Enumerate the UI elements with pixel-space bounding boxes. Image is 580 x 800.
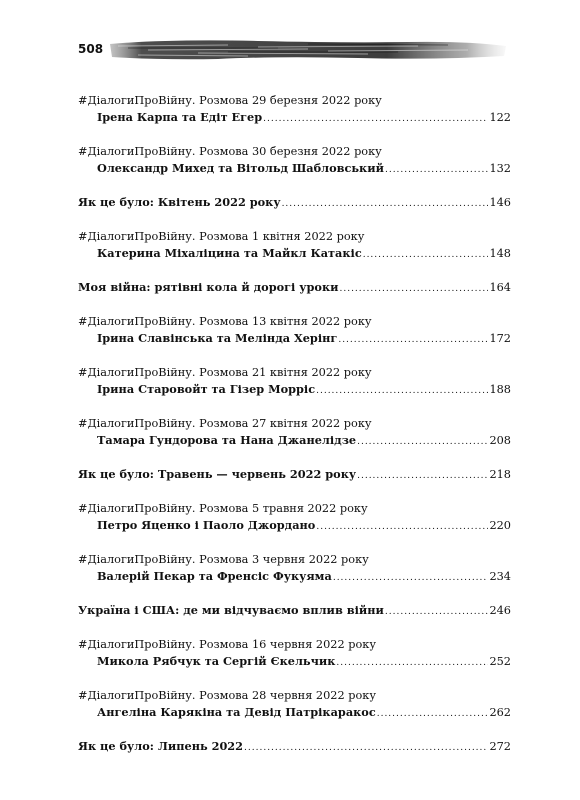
- toc-entry-title: Як це було: Травень — червень 2022 року: [78, 467, 357, 481]
- toc-entry-intro: #ДіалогиПроВійну. Розмова 13 квітня 2022 року: [78, 315, 372, 328]
- toc-entry-intro: #ДіалогиПроВійну. Розмова 1 квітня 2022 року: [78, 230, 365, 243]
- toc-entry-dialog: [78, 636, 511, 672]
- toc-entry-page-number: 188: [489, 383, 511, 396]
- toc-entry-line: [78, 381, 511, 400]
- page-number: 508: [78, 42, 104, 56]
- toc-entry-title: Україна і США: де ми відчуваємо вплив війни: [78, 603, 384, 617]
- toc-entry-intro: #ДіалогиПроВійну. Розмова 27 квітня 2022 року: [78, 417, 372, 430]
- table-of-contents: [78, 92, 511, 772]
- dot-leader: [385, 162, 488, 179]
- toc-entry-intro: #ДіалогиПроВійну. Розмова 30 березня 2022 року: [78, 145, 382, 158]
- toc-entry-line: [78, 245, 511, 264]
- toc-entry-page-number: 220: [489, 519, 511, 532]
- toc-entry-dialog: [78, 551, 511, 587]
- toc-entry-page-number: 208: [489, 434, 511, 447]
- toc-entry-page-number: 122: [489, 111, 511, 124]
- toc-entry-line: [78, 653, 511, 672]
- toc-entry-dialog: [78, 500, 511, 536]
- toc-entry-line: [78, 330, 511, 349]
- toc-entry-dialog: [78, 143, 511, 179]
- toc-entry-title: Як це було: Липень 2022: [78, 739, 244, 753]
- toc-entry-line: [78, 279, 511, 298]
- toc-entry-page-number: 262: [489, 706, 511, 719]
- toc-entry-title: Як це було: Квітень 2022 року: [78, 195, 281, 209]
- toc-entry-page-number: 246: [489, 604, 511, 617]
- toc-entry-dialog: [78, 313, 511, 349]
- dot-leader: [333, 570, 489, 587]
- toc-entry-intro: #ДіалогиПроВійну. Розмова 5 травня 2022 року: [78, 502, 368, 515]
- page-header: [0, 38, 580, 62]
- toc-entry-intro: #ДіалогиПроВійну. Розмова 3 червня 2022 року: [78, 553, 369, 566]
- dot-leader: [385, 604, 489, 621]
- dot-leader: [263, 111, 488, 128]
- toc-entry-intro: #ДіалогиПроВійну. Розмова 16 червня 2022 року: [78, 638, 376, 651]
- toc-entry-line: [78, 738, 511, 757]
- toc-entry-section: [78, 466, 511, 485]
- dot-leader: [357, 434, 488, 451]
- toc-entry-page-number: 234: [489, 570, 511, 583]
- dot-leader: [336, 655, 488, 672]
- toc-entry-section: [78, 602, 511, 621]
- toc-entry-dialog: [78, 228, 511, 264]
- dot-leader: [244, 740, 488, 757]
- dot-leader: [316, 519, 488, 536]
- toc-entry-title: Ірина Старовойт та Гізер Морріс: [97, 382, 316, 396]
- toc-entry-section: [78, 194, 511, 213]
- toc-entry-dialog: [78, 364, 511, 400]
- dot-leader: [339, 281, 488, 298]
- toc-entry-page-number: 148: [489, 247, 511, 260]
- toc-entry-title: Ангеліна Карякіна та Девід Патрікаракос: [97, 705, 376, 719]
- toc-entry-page-number: 172: [489, 332, 511, 345]
- dot-leader: [377, 706, 489, 723]
- toc-entry-page-number: 218: [489, 468, 511, 481]
- toc-entry-line: [78, 466, 511, 485]
- toc-entry-page-number: 164: [489, 281, 511, 294]
- toc-entry-line: [78, 194, 511, 213]
- toc-entry-intro: #ДіалогиПроВійну. Розмова 21 квітня 2022 року: [78, 366, 372, 379]
- toc-entry-title: Олександр Михед та Вітольд Шабловський: [97, 161, 384, 175]
- dot-leader: [338, 332, 488, 349]
- toc-entry-dialog: [78, 92, 511, 128]
- toc-entry-title: Тамара Гундорова та Нана Джанелідзе: [97, 433, 357, 447]
- toc-entry-title: Валерій Пекар та Френсіс Фукуяма: [97, 569, 332, 583]
- toc-entry-line: [78, 568, 511, 587]
- toc-entry-title: Моя війна: рятівні кола й дорогі уроки: [78, 280, 339, 294]
- toc-entry-title: Катерина Міхаліцина та Майкл Катакіс: [97, 246, 362, 260]
- dot-leader: [316, 383, 488, 400]
- toc-entry-dialog: [78, 687, 511, 723]
- dot-leader: [357, 468, 488, 485]
- toc-entry-line: [78, 160, 511, 179]
- toc-entry-line: [78, 704, 511, 723]
- toc-entry-line: [78, 432, 511, 451]
- toc-entry-section: [78, 279, 511, 298]
- toc-entry-page-number: 272: [489, 740, 511, 753]
- toc-entry-title: Микола Рябчук та Сергій Єкельчик: [97, 654, 336, 668]
- toc-entry-title: Ірина Славінська та Мелінда Херінг: [97, 331, 338, 345]
- dot-leader: [282, 196, 489, 213]
- toc-entry-line: [78, 517, 511, 536]
- toc-entry-title: Петро Яценко і Паоло Джордано: [97, 518, 316, 532]
- toc-entry-line: [78, 602, 511, 621]
- toc-entry-page-number: 146: [489, 196, 511, 209]
- toc-entry-section: [78, 738, 511, 757]
- toc-entry-line: [78, 109, 511, 128]
- toc-entry-page-number: 252: [489, 655, 511, 668]
- toc-entry-page-number: 132: [489, 162, 511, 175]
- toc-entry-title: Ірена Карпа та Едіт Егер: [97, 110, 263, 124]
- dot-leader: [363, 247, 489, 264]
- brush-stroke-decoration: [108, 38, 508, 62]
- toc-entry-intro: #ДіалогиПроВійну. Розмова 29 березня 2022 року: [78, 94, 382, 107]
- toc-entry-intro: #ДіалогиПроВійну. Розмова 28 червня 2022 року: [78, 689, 376, 702]
- toc-entry-dialog: [78, 415, 511, 451]
